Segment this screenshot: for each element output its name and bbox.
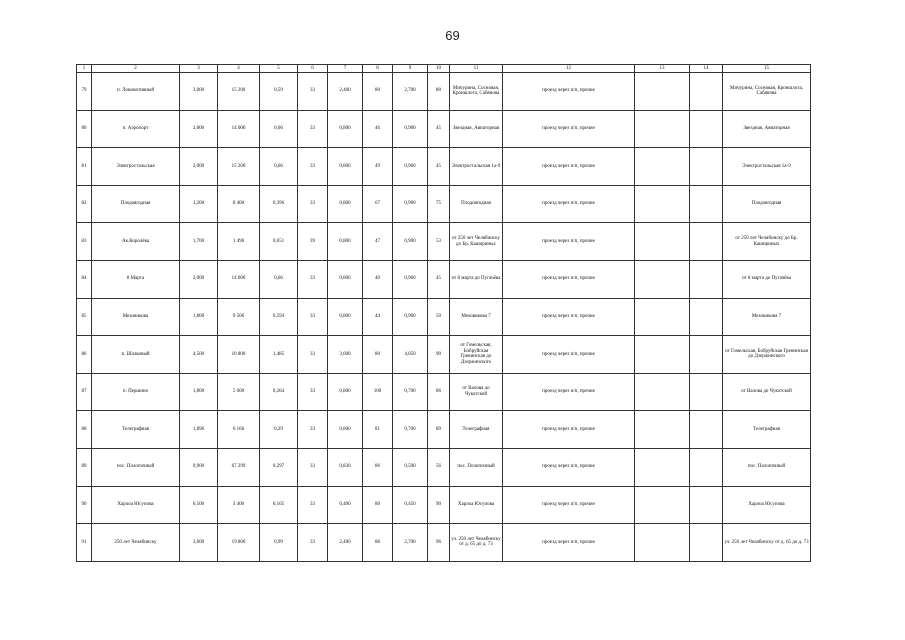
- length-km-cell: 2,000: [180, 260, 218, 298]
- works-description-cell: проезд через п/п, прочие: [503, 110, 635, 148]
- value-c6-cell: 33: [298, 448, 328, 486]
- street-name-cell: п. Локомотивный: [92, 73, 180, 111]
- address-range-cell: от 8 марта до Пугачёва: [723, 260, 811, 298]
- value-c14-cell: [690, 223, 723, 261]
- table-row: [77, 336, 811, 374]
- area-m2-cell: 3 400: [218, 486, 260, 524]
- value-c13-cell: [635, 260, 690, 298]
- row-number-cell: 91: [77, 524, 92, 562]
- value-c10-cell: 90: [428, 336, 450, 374]
- value-c13-cell: [635, 185, 690, 223]
- table-row: [77, 223, 811, 261]
- table-row: [77, 260, 811, 298]
- value-c14-cell: [690, 373, 723, 411]
- value-c14-cell: [690, 260, 723, 298]
- row-number-cell: 84: [77, 260, 92, 298]
- works-description-cell: проезд через п/п, прочие: [503, 148, 635, 186]
- value-c14-cell: [690, 73, 723, 111]
- table-row: [77, 298, 811, 336]
- section-description-cell: Харлоа Юсупова: [450, 486, 503, 524]
- value-c8-cell: 80: [363, 336, 393, 374]
- value-c6-cell: 39: [298, 223, 328, 261]
- length-km-cell: 1,800: [180, 298, 218, 336]
- area-m2-cell: 19 800: [218, 524, 260, 562]
- length-km-cell: 0,900: [180, 448, 218, 486]
- value-c7-cell: 2,400: [328, 73, 363, 111]
- works-description-cell: проезд через п/п, прочие: [503, 73, 635, 111]
- value-c9-cell: 0,900: [393, 298, 428, 336]
- street-name-cell: Телеграфная: [92, 411, 180, 449]
- area-m2-cell: 8 400: [218, 185, 260, 223]
- row-number-cell: 79: [77, 73, 92, 111]
- works-description-cell: проезд через п/п, прочие: [503, 336, 635, 374]
- row-number-cell: 83: [77, 223, 92, 261]
- works-description-cell: проезд через п/п, прочие: [503, 411, 635, 449]
- value-c9-cell: 2,700: [393, 73, 428, 111]
- value-c6-cell: 33: [298, 110, 328, 148]
- value-c10-cell: 89: [428, 411, 450, 449]
- works-description-cell: проезд через п/п, прочие: [503, 260, 635, 298]
- value-c7-cell: 0,830: [328, 448, 363, 486]
- value-c14-cell: [690, 298, 723, 336]
- section-description-cell: ул. 250 лет Челябинску от д. 65 до д. 73: [450, 524, 503, 562]
- length-km-cell: 1,896: [180, 411, 218, 449]
- column-number: 10: [428, 65, 450, 73]
- column-number: 13: [635, 65, 690, 73]
- value-c10-cell: 53: [428, 223, 450, 261]
- data-table: [76, 64, 811, 562]
- value-c14-cell: [690, 448, 723, 486]
- value-c5-cell: 0,594: [260, 298, 298, 336]
- value-c13-cell: [635, 336, 690, 374]
- value-c8-cell: 40: [363, 260, 393, 298]
- address-range-cell: Харлоа Юсупова: [723, 486, 811, 524]
- value-c6-cell: 33: [298, 298, 328, 336]
- value-c10-cell: 80: [428, 73, 450, 111]
- table-row: [77, 486, 811, 524]
- section-description-cell: Электростальская 1а-9: [450, 148, 503, 186]
- value-c13-cell: [635, 524, 690, 562]
- value-c5-cell: 0,66: [260, 148, 298, 186]
- column-number: 11: [450, 65, 503, 73]
- area-m2-cell: 10 800: [218, 336, 260, 374]
- row-number-cell: 80: [77, 110, 92, 148]
- length-km-cell: 1,700: [180, 223, 218, 261]
- column-number: 5: [260, 65, 298, 73]
- street-name-cell: п. Першино: [92, 373, 180, 411]
- column-number-row: [77, 65, 811, 73]
- row-number-cell: 90: [77, 486, 92, 524]
- address-range-cell: Меховикова 7: [723, 298, 811, 336]
- length-km-cell: 0,500: [180, 486, 218, 524]
- section-description-cell: Меховикова 7: [450, 298, 503, 336]
- value-c7-cell: 0,800: [328, 411, 363, 449]
- value-c8-cell: 49: [363, 148, 393, 186]
- value-c6-cell: 33: [298, 73, 328, 111]
- value-c7-cell: 3,600: [328, 336, 363, 374]
- length-km-cell: 1,800: [180, 373, 218, 411]
- value-c5-cell: 1,485: [260, 336, 298, 374]
- works-description-cell: проезд через п/п, прочие: [503, 223, 635, 261]
- row-number-cell: 86: [77, 336, 92, 374]
- area-m2-cell: 67 299: [218, 448, 260, 486]
- value-c5-cell: 0,66: [260, 110, 298, 148]
- works-description-cell: проезд через п/п, прочие: [503, 185, 635, 223]
- value-c14-cell: [690, 110, 723, 148]
- value-c7-cell: 0,800: [328, 185, 363, 223]
- value-c6-cell: 33: [298, 411, 328, 449]
- street-name-cell: пос. Полопочный: [92, 448, 180, 486]
- value-c8-cell: 100: [363, 373, 393, 411]
- page-number: 69: [445, 28, 460, 43]
- section-description-cell: Плодоягодная: [450, 185, 503, 223]
- column-number: 6: [298, 65, 328, 73]
- table-row: [77, 448, 811, 486]
- column-number: 4: [218, 65, 260, 73]
- value-c8-cell: 67: [363, 185, 393, 223]
- length-km-cell: 3,000: [180, 73, 218, 111]
- section-description-cell: от Валова до Чукотской: [450, 373, 503, 411]
- area-m2-cell: 1 496: [218, 223, 260, 261]
- value-c10-cell: 75: [428, 185, 450, 223]
- length-km-cell: 2,000: [180, 148, 218, 186]
- value-c9-cell: 0,900: [393, 148, 428, 186]
- works-description-cell: проезд через п/п, прочие: [503, 524, 635, 562]
- address-range-cell: Телеграфная: [723, 411, 811, 449]
- value-c9-cell: 2,700: [393, 524, 428, 562]
- value-c13-cell: [635, 373, 690, 411]
- value-c13-cell: [635, 448, 690, 486]
- value-c5-cell: 0,29: [260, 411, 298, 449]
- value-c10-cell: 86: [428, 373, 450, 411]
- value-c14-cell: [690, 148, 723, 186]
- value-c6-cell: 33: [298, 260, 328, 298]
- value-c10-cell: 96: [428, 524, 450, 562]
- section-description-cell: Мичурина, Сосновая, Кроншлота, Сабянова: [450, 73, 503, 111]
- value-c8-cell: 88: [363, 524, 393, 562]
- value-c10-cell: 45: [428, 148, 450, 186]
- value-c13-cell: [635, 486, 690, 524]
- area-m2-cell: 15 200: [218, 73, 260, 111]
- street-name-cell: Ак.Королёва: [92, 223, 180, 261]
- row-number-cell: 87: [77, 373, 92, 411]
- works-description-cell: проезд через п/п, прочие: [503, 448, 635, 486]
- address-range-cell: от Валова до Чукотской: [723, 373, 811, 411]
- works-description-cell: проезд через п/п, прочие: [503, 298, 635, 336]
- value-c13-cell: [635, 110, 690, 148]
- area-m2-cell: 6 166: [218, 411, 260, 449]
- address-range-cell: Звездная, Авиаторная: [723, 110, 811, 148]
- value-c8-cell: 46: [363, 110, 393, 148]
- value-c10-cell: 56: [428, 448, 450, 486]
- table-row: [77, 110, 811, 148]
- address-range-cell: Мичурина, Сосновая, Кроншлота, Сабянова: [723, 73, 811, 111]
- value-c9-cell: 0,900: [393, 185, 428, 223]
- value-c7-cell: 0,800: [328, 148, 363, 186]
- column-number: 12: [503, 65, 635, 73]
- value-c8-cell: 80: [363, 486, 393, 524]
- street-name-cell: Харлоа Юсупова: [92, 486, 180, 524]
- section-description-cell: Телеграфная: [450, 411, 503, 449]
- table-row: [77, 524, 811, 562]
- section-description-cell: пос. Полопочный: [450, 448, 503, 486]
- value-c7-cell: 0,400: [328, 486, 363, 524]
- value-c6-cell: 33: [298, 524, 328, 562]
- value-c8-cell: 44: [363, 298, 393, 336]
- value-c5-cell: 0,59: [260, 73, 298, 111]
- value-c9-cell: 4,050: [393, 336, 428, 374]
- area-m2-cell: 5 600: [218, 373, 260, 411]
- value-c5-cell: 0,165: [260, 486, 298, 524]
- value-c14-cell: [690, 336, 723, 374]
- value-c6-cell: 33: [298, 185, 328, 223]
- column-number: 7: [328, 65, 363, 73]
- table-row: [77, 411, 811, 449]
- column-number: 1: [77, 65, 92, 73]
- value-c9-cell: 0,900: [393, 260, 428, 298]
- row-number-cell: 81: [77, 148, 92, 186]
- value-c6-cell: 33: [298, 373, 328, 411]
- street-name-cell: п. Шлаковый: [92, 336, 180, 374]
- value-c9-cell: 0,700: [393, 373, 428, 411]
- value-c10-cell: 50: [428, 298, 450, 336]
- value-c7-cell: 2,400: [328, 524, 363, 562]
- value-c7-cell: 0,800: [328, 373, 363, 411]
- value-c5-cell: 0,651: [260, 223, 298, 261]
- address-range-cell: пос. Полопочный: [723, 448, 811, 486]
- value-c9-cell: 0,500: [393, 448, 428, 486]
- value-c7-cell: 0,800: [328, 110, 363, 148]
- value-c7-cell: 0,800: [328, 298, 363, 336]
- row-number-cell: 85: [77, 298, 92, 336]
- value-c10-cell: 45: [428, 260, 450, 298]
- section-description-cell: от Гомельская, Бобруйская Гренинская до Дзержинского: [450, 336, 503, 374]
- value-c13-cell: [635, 298, 690, 336]
- value-c10-cell: 45: [428, 110, 450, 148]
- value-c6-cell: 33: [298, 336, 328, 374]
- street-name-cell: Плодоягодная: [92, 185, 180, 223]
- value-c9-cell: 0,700: [393, 411, 428, 449]
- column-number: 14: [690, 65, 723, 73]
- length-km-cell: 1,200: [180, 185, 218, 223]
- address-range-cell: Плодоягодная: [723, 185, 811, 223]
- value-c7-cell: 0,800: [328, 223, 363, 261]
- value-c9-cell: 0,900: [393, 223, 428, 261]
- value-c14-cell: [690, 411, 723, 449]
- length-km-cell: 2,000: [180, 110, 218, 148]
- works-description-cell: проезд через п/п, прочие: [503, 486, 635, 524]
- street-name-cell: 8 Марта: [92, 260, 180, 298]
- value-c13-cell: [635, 73, 690, 111]
- area-m2-cell: 9 506: [218, 298, 260, 336]
- value-c10-cell: 90: [428, 486, 450, 524]
- table-row: [77, 148, 811, 186]
- street-name-cell: Меховикова: [92, 298, 180, 336]
- section-description-cell: от 250 лет Челябинску до Бр. Кашириных: [450, 223, 503, 261]
- value-c14-cell: [690, 486, 723, 524]
- area-m2-cell: 14 000: [218, 260, 260, 298]
- street-name-cell: Электростальская: [92, 148, 180, 186]
- value-c8-cell: 81: [363, 411, 393, 449]
- value-c13-cell: [635, 411, 690, 449]
- value-c14-cell: [690, 185, 723, 223]
- section-description-cell: от 8 марта до Пугачёва: [450, 260, 503, 298]
- value-c9-cell: 0,900: [393, 110, 428, 148]
- length-km-cell: 3,000: [180, 524, 218, 562]
- value-c5-cell: 0,297: [260, 448, 298, 486]
- value-c8-cell: 80: [363, 73, 393, 111]
- value-c8-cell: 86: [363, 448, 393, 486]
- table-row: [77, 73, 811, 111]
- street-name-cell: п. Аэропорт: [92, 110, 180, 148]
- works-description-cell: проезд через п/п, прочие: [503, 373, 635, 411]
- column-number: 2: [92, 65, 180, 73]
- value-c5-cell: 0,99: [260, 524, 298, 562]
- value-c5-cell: 0,396: [260, 185, 298, 223]
- value-c8-cell: 47: [363, 223, 393, 261]
- value-c9-cell: 0,450: [393, 486, 428, 524]
- column-number: 3: [180, 65, 218, 73]
- column-number: 8: [363, 65, 393, 73]
- value-c6-cell: 33: [298, 148, 328, 186]
- area-m2-cell: 14 000: [218, 110, 260, 148]
- address-range-cell: от 250 лет Челябинску до Бр. Кашириных: [723, 223, 811, 261]
- column-number: 15: [723, 65, 811, 73]
- section-description-cell: Звездная, Авиаторная: [450, 110, 503, 148]
- address-range-cell: ул. 250 лет Челябинску от д. 65 до д. 73: [723, 524, 811, 562]
- value-c14-cell: [690, 524, 723, 562]
- street-name-cell: 250 лет Челябинску: [92, 524, 180, 562]
- area-m2-cell: 15 200: [218, 148, 260, 186]
- column-number: 9: [393, 65, 428, 73]
- row-number-cell: 89: [77, 448, 92, 486]
- length-km-cell: 4,500: [180, 336, 218, 374]
- table-row: [77, 373, 811, 411]
- value-c13-cell: [635, 148, 690, 186]
- address-range-cell: Электростальская 1а-9: [723, 148, 811, 186]
- value-c6-cell: 33: [298, 486, 328, 524]
- row-number-cell: 88: [77, 411, 92, 449]
- value-c5-cell: 0,66: [260, 260, 298, 298]
- address-range-cell: от Гомельская, Бобруйская Гренинская до Дзержинского: [723, 336, 811, 374]
- row-number-cell: 82: [77, 185, 92, 223]
- table-row: [77, 185, 811, 223]
- value-c13-cell: [635, 223, 690, 261]
- value-c5-cell: 0,264: [260, 373, 298, 411]
- value-c7-cell: 0,800: [328, 260, 363, 298]
